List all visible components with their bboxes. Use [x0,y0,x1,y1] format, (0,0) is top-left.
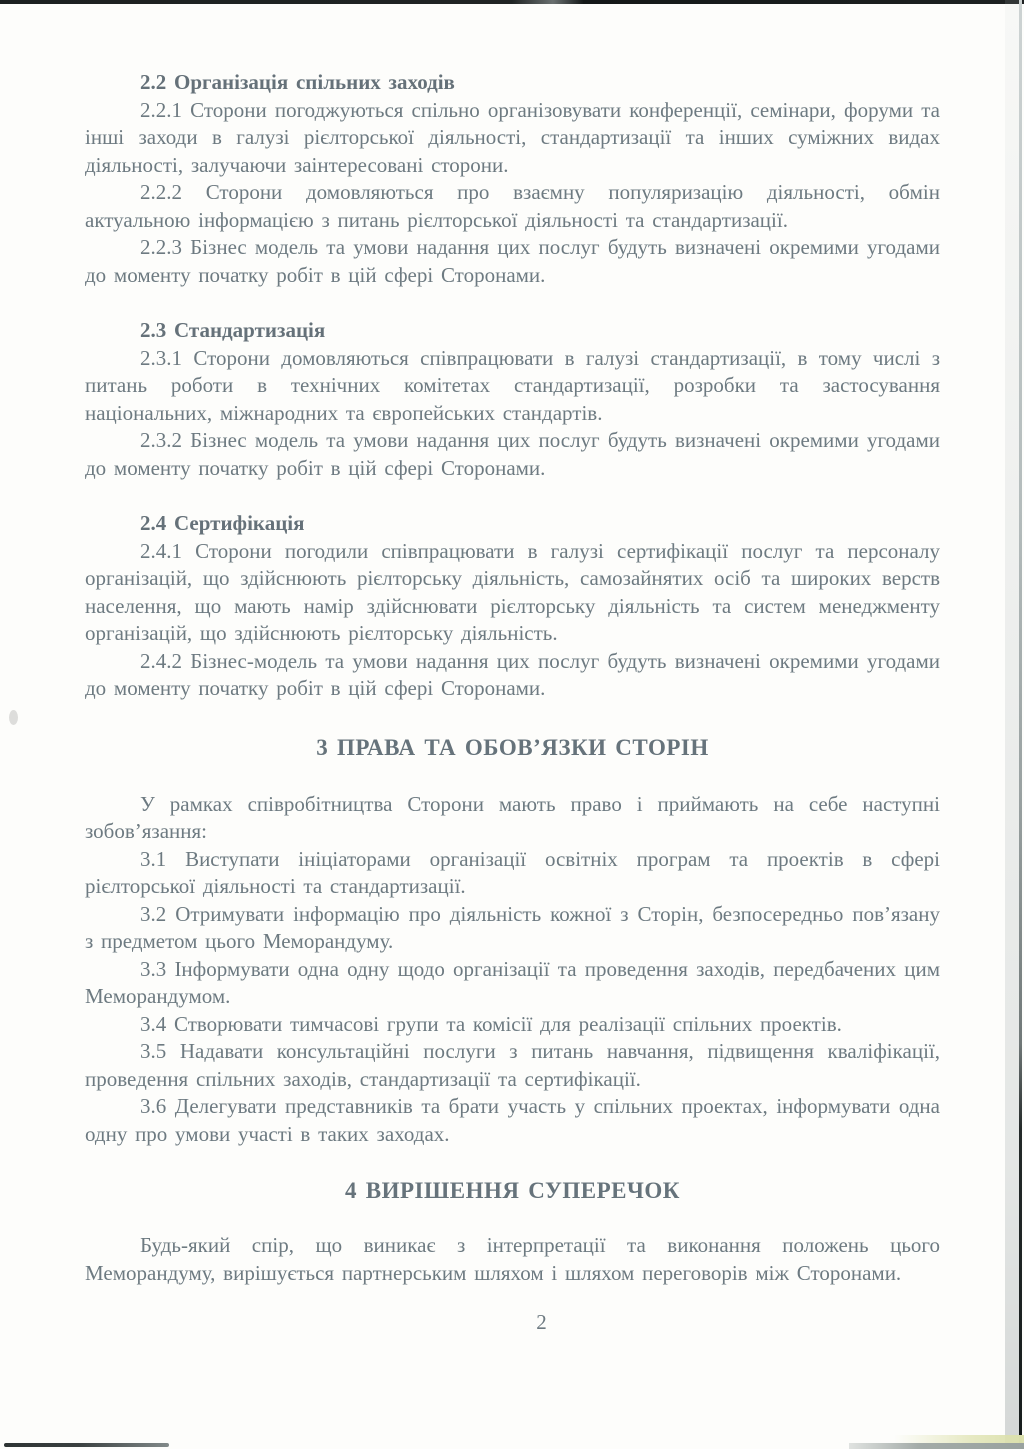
paragraph-4-1: Будь-який спір, що виникає з інтерпретації та виконання положень цього Меморандуму, вирішується партнерським шляхом і шляхом переговорів між Сторонами. [85,1233,940,1285]
scan-mark-bottom-left [4,1443,169,1447]
section-3 [85,733,940,1149]
section-2-4-heading: 2.4 Сертифікація [140,511,305,535]
paragraph-2-4-1: 2.4.1 Сторони погодили співпрацювати в галузі сертифікації послуг та персоналу організацій, що здійснюють рієлторську діяльність, самозайнятих осіб та широких верств населення, що мають намір здійснювати рієлторську діяльність та систем менеджменту організацій, що здійснюють рієлторську діяльність. [85,538,940,645]
paragraph-3-2: 3.2 Отримувати інформацію про діяльність кожної з Сторін, безпосередньо пов’язану з предметом цього Меморандуму. [85,901,940,953]
page-number: 2 [536,1310,547,1334]
section-2-3-heading: 2.3 Стандартизація [140,318,326,342]
paragraph-2-3-1: 2.3.1 Сторони домовляються співпрацювати в галузі стандартизації, в тому числі з питань роботи в технічних комітетах стандартизації, розробки та застосування національних, міжнародних та європейських стандартів. [85,345,940,425]
document-content [85,69,940,1337]
scan-edge-top [0,0,1024,4]
section-3-heading: 3 ПРАВА ТА ОБОВ’ЯЗКИ СТОРІН [316,734,709,760]
scan-edge-right [1019,0,1022,1449]
paragraph-3-6: 3.6 Делегувати представників та брати участь у спільних проектах, інформувати одна одну про умови участі в таких заходах. [85,1094,940,1146]
scan-mark-bottom-right [849,1443,1024,1449]
scan-shade-right [1005,0,1019,1449]
paragraph-2-3-2: 2.3.2 Бізнес модель та умови надання цих послуг будуть визначені окремими угодами до моменту початку робіт в цій сфері Сторонами. [85,428,940,480]
section-2-4 [85,510,940,703]
scan-speck-left [9,710,18,725]
paragraph-3-intro: У рамках співробітництва Сторони мають право і приймають на себе наступні зобов’язання: [85,791,940,843]
section-4-heading: 4 ВИРІШЕННЯ СУПЕРЕЧОК [345,1178,680,1203]
section-2-2-heading: 2.2 Організація спільних заходів [140,70,455,94]
paragraph-3-1: 3.1 Виступати ініціаторами організації освітніх програм та проектів в сфері рієлторської діяльності та стандартизації. [85,846,940,898]
paragraph-3-4: 3.4 Створювати тимчасові групи та комісії для реалізації спільних проектів. [140,1011,842,1036]
paragraph-2-4-2: 2.4.2 Бізнес-модель та умови надання цих послуг будуть визначені окремими угодами до моменту початку робіт в цій сфері Сторонами. [85,648,940,700]
paragraph-2-2-3: 2.2.3 Бізнес модель та умови надання цих послуг будуть визначені окремими угодами до моменту початку робіт в цій сфері Сторонами. [85,235,940,287]
paragraph-3-3: 3.3 Інформувати одна одну щодо організації та проведення заходів, передбачених цим Меморандумом. [85,956,940,1008]
section-4 [85,1176,940,1287]
paragraph-3-5: 3.5 Надавати консультаційні послуги з питань навчання, підвищення кваліфікації, проведення спільних заходів, стандартизації та сертифікації. [85,1039,940,1091]
paragraph-2-2-1: 2.2.1 Сторони погоджуються спільно організовувати конференції, семінари, форуми та інші заходи в галузі рієлторської діяльності, стандартизації та інших суміжних видах діяльності, залучаючи заінтересовані сторони. [85,97,940,177]
section-2-3 [85,317,940,482]
paragraph-2-2-2: 2.2.2 Сторони домовляються про взаємну популяризацію діяльності, обмін актуальною інформацією з питань рієлторської діяльності та стандартизації. [85,180,940,232]
section-2-2 [85,69,940,289]
